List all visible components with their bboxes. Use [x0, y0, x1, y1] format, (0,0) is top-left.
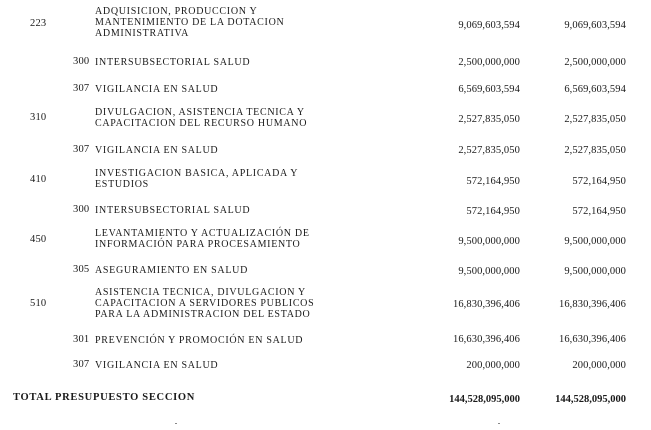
amount-initial: 6,569,603,594 — [458, 84, 520, 95]
row-description — [95, 145, 218, 156]
description-line: VIGILANCIA EN SALUD — [95, 360, 219, 371]
amount-final: 200,000,000 — [572, 360, 626, 371]
amount-final: 9,500,000,000 — [564, 236, 626, 247]
amount-final: 9,069,603,594 — [564, 20, 626, 31]
total-label: TOTAL PRESUPUESTO SECCION — [13, 392, 196, 403]
scan-speck — [175, 423, 177, 424]
description-line: PARA LA ADMINISTRACION DEL ESTADO — [95, 309, 311, 320]
row-description — [95, 205, 250, 216]
description-line: ASEGURAMIENTO EN SALUD — [95, 265, 248, 276]
description-line: MANTENIMIENTO DE LA DOTACION — [95, 17, 285, 28]
row-code: 307 — [73, 359, 90, 370]
amount-final: 2,527,835,050 — [564, 145, 626, 156]
description-line: ESTUDIOS — [95, 179, 149, 190]
total-amount-final: 144,528,095,000 — [555, 394, 626, 405]
amount-final: 16,830,396,406 — [558, 299, 626, 310]
description-line: INTERSUBSECTORIAL SALUD — [95, 57, 251, 68]
description-line: ADMINISTRATIVA — [95, 28, 190, 39]
amount-initial: 200,000,000 — [466, 360, 520, 371]
scan-speck — [498, 423, 500, 424]
description-line: PREVENCIÓN Y PROMOCIÓN EN SALUD — [95, 335, 304, 346]
row-code: 300 — [73, 56, 90, 67]
description-line: DIVULGACION, ASISTENCIA TECNICA Y — [95, 107, 305, 118]
amount-final: 16,630,396,406 — [558, 334, 626, 345]
row-code: 307 — [73, 83, 90, 94]
amount-final: 572,164,950 — [572, 176, 626, 187]
row-code: 450 — [30, 234, 47, 245]
amount-initial: 9,500,000,000 — [458, 236, 520, 247]
description-line: INFORMACIÓN PARA PROCESAMIENTO — [95, 239, 301, 250]
amount-final: 2,527,835,050 — [564, 114, 626, 125]
row-description — [95, 265, 248, 276]
amount-initial: 9,500,000,000 — [458, 266, 520, 277]
row-code: 410 — [30, 174, 47, 185]
row-code: 223 — [30, 18, 47, 29]
amount-initial: 16,630,396,406 — [452, 334, 520, 345]
amount-initial: 572,164,950 — [466, 206, 520, 217]
description-line: ADQUISICION, PRODUCCION Y — [95, 6, 258, 17]
amount-initial: 9,069,603,594 — [458, 20, 520, 31]
amount-final: 6,569,603,594 — [564, 84, 626, 95]
amount-initial: 2,500,000,000 — [458, 57, 520, 68]
description-line: ASISTENCIA TECNICA, DIVULGACION Y — [95, 287, 306, 298]
description-line: CAPACITACION DEL RECURSO HUMANO — [95, 118, 308, 129]
amount-initial: 572,164,950 — [466, 176, 520, 187]
row-code: 300 — [73, 204, 90, 215]
description-line: INTERSUBSECTORIAL SALUD — [95, 205, 251, 216]
description-line: VIGILANCIA EN SALUD — [95, 84, 219, 95]
amount-initial: 2,527,835,050 — [458, 145, 520, 156]
row-code: 307 — [73, 144, 90, 155]
row-description — [95, 168, 298, 190]
row-description — [95, 228, 310, 250]
description-line: VIGILANCIA EN SALUD — [95, 145, 219, 156]
description-line: CAPACITACION A SERVIDORES PUBLICOS — [95, 298, 315, 309]
row-description — [95, 360, 218, 371]
row-description — [95, 107, 307, 129]
row-code: 301 — [73, 334, 90, 345]
total-amount-initial: 144,528,095,000 — [449, 394, 520, 405]
amount-initial: 2,527,835,050 — [458, 114, 520, 125]
row-code: 305 — [73, 264, 90, 275]
amount-final: 9,500,000,000 — [564, 266, 626, 277]
row-description — [95, 287, 314, 320]
row-code: 510 — [30, 298, 47, 309]
amount-initial: 16,830,396,406 — [452, 299, 520, 310]
row-description — [95, 84, 218, 95]
row-description — [95, 57, 250, 68]
amount-final: 2,500,000,000 — [564, 57, 626, 68]
amount-final: 572,164,950 — [572, 206, 626, 217]
description-line: LEVANTAMIENTO Y ACTUALIZACIÓN DE — [95, 228, 310, 239]
description-line: INVESTIGACION BASICA, APLICADA Y — [95, 168, 299, 179]
row-code: 310 — [30, 112, 47, 123]
row-description — [95, 6, 284, 39]
row-description — [95, 335, 303, 346]
